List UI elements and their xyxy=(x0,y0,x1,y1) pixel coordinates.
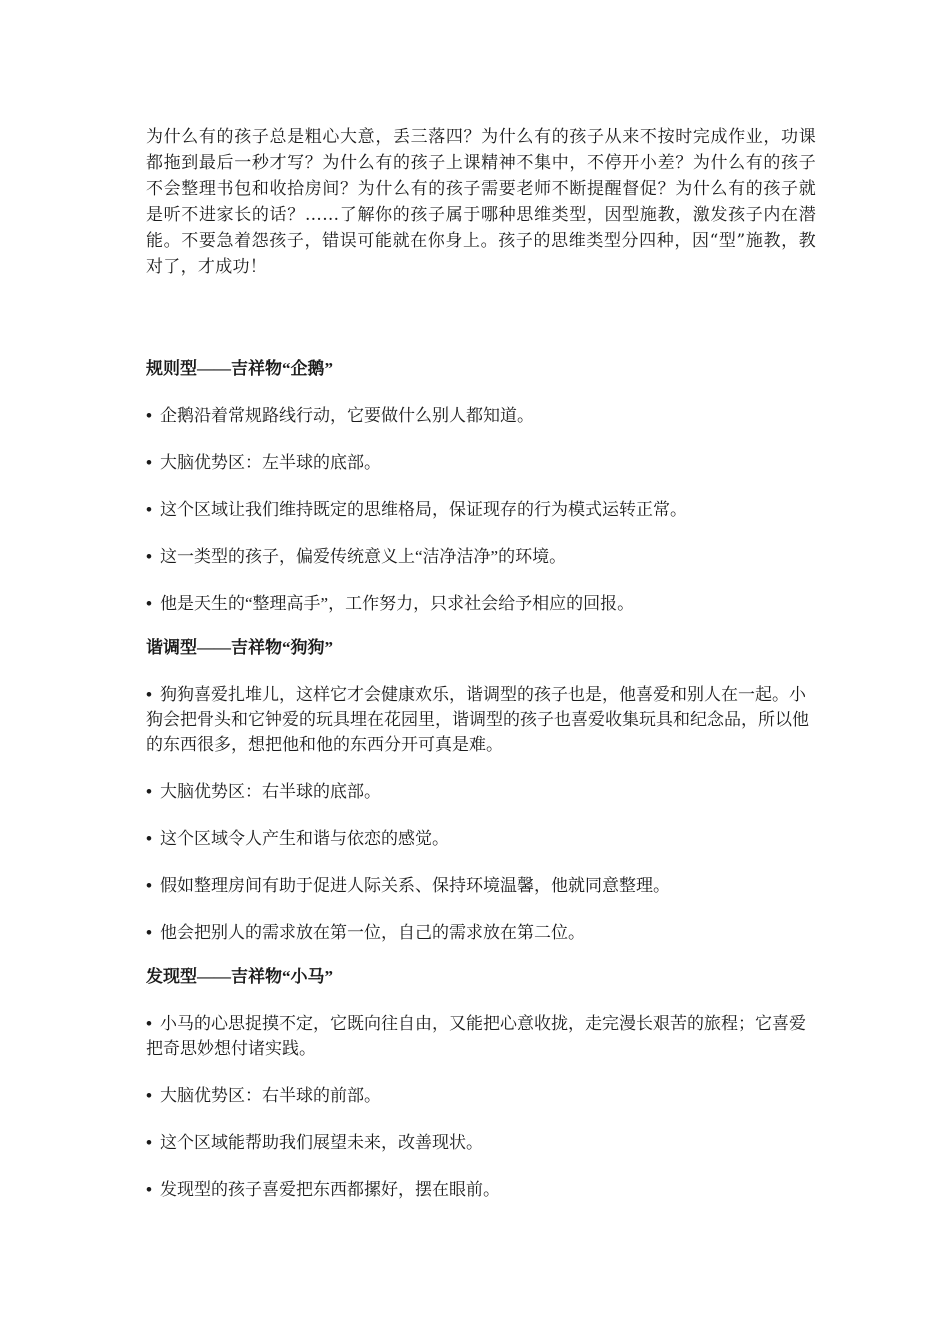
sections-container xyxy=(146,357,816,1202)
bullet-text: 大脑优势区：右半球的底部。 xyxy=(160,782,381,801)
bullet-text: 这个区域让我们维持既定的思维格局，保证现存的行为模式运转正常。 xyxy=(160,500,687,519)
bullet-item xyxy=(146,1130,816,1155)
bullet-text: 这个区域能帮助我们展望未来，改善现状。 xyxy=(160,1133,483,1152)
bullet-dot: • xyxy=(146,594,152,613)
bullet-item xyxy=(146,1177,816,1202)
bullet-dot: • xyxy=(146,453,152,472)
section-title: 规则型——吉祥物“企鹅” xyxy=(146,359,333,378)
bullet-item xyxy=(146,591,816,616)
section-3 xyxy=(146,965,816,1202)
bullet-item xyxy=(146,1083,816,1108)
bullet-dot: • xyxy=(146,1086,152,1105)
intro-paragraph: 为什么有的孩子总是粗心大意，丢三落四？为什么有的孩子从来不按时完成作业，功课都拖到最后一秒才写？为什么有的孩子上课精神不集中，不停开小差？为什么有的孩子不会整理书包和收拾房间？为什么有的孩子需要老师不断提醒督促？为什么有的孩子就是听不进家长的话？……了解你的孩子属于哪种思维类型，因型施教，激发孩子内在潜能。不要急着怨孩子，错误可能就在你身上。孩子的思维类型分四种，因“型”施教，教对了，才成功！ xyxy=(146,127,816,277)
bullet-text: 这一类型的孩子，偏爱传统意义上“洁净洁净”的环境。 xyxy=(160,547,567,566)
document-page xyxy=(146,124,816,1202)
section-title: 发现型——吉祥物“小马” xyxy=(146,967,333,986)
bullet-dot: • xyxy=(146,500,152,519)
bullet-dot: • xyxy=(146,1133,152,1152)
bullet-dot: • xyxy=(146,1014,152,1033)
bullet-dot: • xyxy=(146,406,152,425)
bullet-text: 狗狗喜爱扎堆儿，这样它才会健康欢乐，谐调型的孩子也是，他喜爱和别人在一起。小狗会把骨头和它钟爱的玩具埋在花园里，谐调型的孩子也喜爱收集玩具和纪念品，所以他的东西很多，想把他和他的东西分开可真是难。 xyxy=(146,685,809,754)
bullet-text: 发现型的孩子喜爱把东西都摞好，摆在眼前。 xyxy=(160,1180,500,1199)
bullet-item xyxy=(146,682,816,757)
bullet-dot: • xyxy=(146,876,152,895)
bullet-item xyxy=(146,826,816,851)
bullet-text: 他会把别人的需求放在第一位，自己的需求放在第二位。 xyxy=(160,923,585,942)
bullet-item xyxy=(146,544,816,569)
bullet-dot: • xyxy=(146,685,152,704)
bullet-dot: • xyxy=(146,782,152,801)
bullet-dot: • xyxy=(146,923,152,942)
bullet-dot: • xyxy=(146,1180,152,1199)
bullet-item xyxy=(146,1011,816,1061)
bullet-text: 企鹅沿着常规路线行动，它要做什么别人都知道。 xyxy=(160,406,534,425)
bullet-item xyxy=(146,497,816,522)
bullet-text: 小马的心思捉摸不定，它既向往自由，又能把心意收拢，走完漫长艰苦的旅程；它喜爱把奇思妙想付诸实践。 xyxy=(146,1014,806,1058)
bullet-item xyxy=(146,450,816,475)
bullet-item xyxy=(146,873,816,898)
section-1 xyxy=(146,357,816,616)
bullet-dot: • xyxy=(146,547,152,566)
bullet-text: 他是天生的“整理高手”，工作努力，只求社会给予相应的回报。 xyxy=(160,594,635,613)
bullet-item xyxy=(146,403,816,428)
bullet-text: 这个区域令人产生和谐与依恋的感觉。 xyxy=(160,829,449,848)
bullet-item xyxy=(146,779,816,804)
bullet-text: 假如整理房间有助于促进人际关系、保持环境温馨，他就同意整理。 xyxy=(160,876,670,895)
bullet-item xyxy=(146,920,816,945)
bullet-dot: • xyxy=(146,829,152,848)
section-title: 谐调型——吉祥物“狗狗” xyxy=(146,638,333,657)
bullet-text: 大脑优势区：右半球的前部。 xyxy=(160,1086,381,1105)
bullet-text: 大脑优势区：左半球的底部。 xyxy=(160,453,381,472)
section-2 xyxy=(146,636,816,945)
